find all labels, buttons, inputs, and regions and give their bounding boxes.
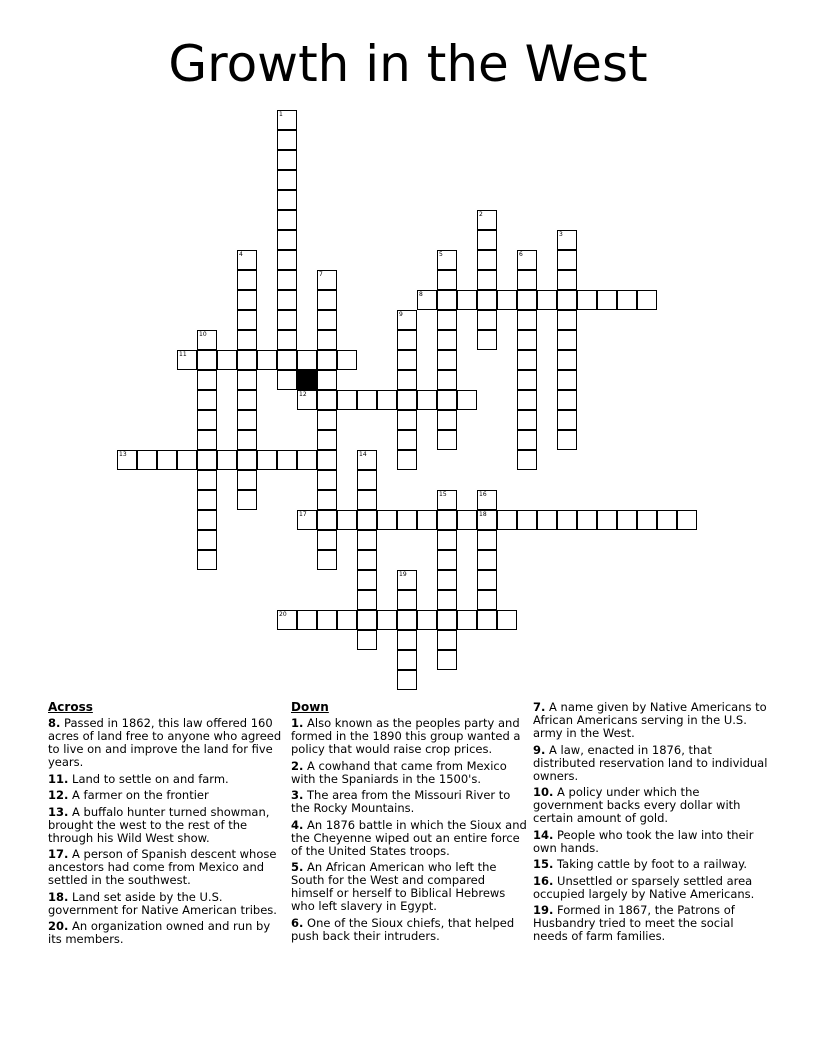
grid-cell[interactable] — [377, 610, 397, 630]
cell-number: 4 — [239, 251, 243, 258]
clue-item — [48, 848, 284, 887]
grid-cell[interactable] — [237, 390, 257, 410]
grid-cell[interactable] — [597, 510, 617, 530]
grid-cell[interactable] — [337, 610, 357, 630]
grid-cell[interactable] — [277, 210, 297, 230]
grid-cell[interactable] — [357, 570, 377, 590]
grid-cell[interactable] — [277, 350, 297, 370]
grid-cell[interactable] — [317, 490, 337, 510]
grid-cell[interactable] — [657, 510, 677, 530]
grid-cell[interactable] — [237, 410, 257, 430]
grid-cell[interactable] — [497, 610, 517, 630]
across-clue-list — [48, 717, 284, 946]
clue-number: 6. — [291, 915, 304, 930]
grid-cell[interactable] — [397, 570, 417, 590]
grid-cell[interactable] — [337, 350, 357, 370]
clue-number: 16. — [533, 873, 554, 888]
grid-cell[interactable] — [177, 450, 197, 470]
grid-cell[interactable] — [397, 450, 417, 470]
grid-cell[interactable] — [397, 610, 417, 630]
grid-cell[interactable] — [337, 390, 357, 410]
grid-cell[interactable] — [317, 290, 337, 310]
grid-cell[interactable] — [397, 410, 417, 430]
grid-cell[interactable] — [677, 510, 697, 530]
grid-cell[interactable] — [437, 350, 457, 370]
grid-cell[interactable] — [557, 430, 577, 450]
grid-cell[interactable] — [377, 390, 397, 410]
grid-cell[interactable] — [437, 550, 457, 570]
grid-cell[interactable] — [557, 310, 577, 330]
grid-cell[interactable] — [477, 590, 497, 610]
page-title: Growth in the West — [168, 35, 648, 93]
grid-cell[interactable] — [557, 370, 577, 390]
grid-cell[interactable] — [477, 230, 497, 250]
grid-cell[interactable] — [577, 290, 597, 310]
grid-cell[interactable] — [417, 510, 437, 530]
clues-down-column-continued — [533, 701, 769, 947]
clue-text: An organization owned and run by its members. — [48, 919, 271, 946]
clue-number: 1. — [291, 716, 304, 730]
grid-cell[interactable] — [437, 570, 457, 590]
grid-cell[interactable] — [497, 510, 517, 530]
cell-number: 1 — [279, 111, 283, 118]
grid-cell[interactable] — [317, 430, 337, 450]
grid-cell[interactable] — [397, 310, 417, 330]
grid-cell[interactable] — [477, 610, 497, 630]
grid-cell[interactable] — [357, 450, 377, 470]
grid-cell[interactable] — [557, 390, 577, 410]
grid-cell[interactable] — [397, 510, 417, 530]
grid-cell[interactable] — [277, 450, 297, 470]
clues-down-column — [291, 701, 527, 946]
clue-number: 2. — [291, 758, 304, 773]
grid-cell[interactable] — [477, 250, 497, 270]
grid-cell[interactable] — [277, 150, 297, 170]
cell-number: 5 — [439, 251, 443, 258]
grid-cell[interactable] — [517, 330, 537, 350]
grid-cell[interactable] — [277, 610, 297, 630]
grid-cell[interactable] — [397, 370, 417, 390]
clue-text: A law, enacted in 1876, that distributed reservation land to individual owners. — [533, 742, 768, 783]
clue-item — [48, 891, 284, 917]
clue-item — [533, 829, 769, 855]
grid-cell[interactable] — [317, 530, 337, 550]
clue-item — [291, 717, 527, 756]
clue-text: Also known as the peoples party and formed in the 1890 this group wanted a policy that would raise crop prices. — [291, 716, 521, 756]
cell-number: 2 — [479, 211, 483, 218]
grid-cell[interactable] — [197, 490, 217, 510]
grid-cell[interactable] — [357, 530, 377, 550]
clue-number: 4. — [291, 817, 304, 832]
grid-cell[interactable] — [317, 350, 337, 370]
cell-number: 7 — [319, 271, 323, 278]
grid-cell[interactable] — [197, 330, 217, 350]
grid-cell[interactable] — [437, 630, 457, 650]
clue-number: 8. — [48, 716, 61, 730]
grid-cell[interactable] — [317, 610, 337, 630]
clue-item — [533, 786, 769, 825]
grid-cell[interactable] — [437, 410, 457, 430]
grid-cell[interactable] — [437, 250, 457, 270]
clue-number: 11. — [48, 771, 69, 786]
grid-cell[interactable] — [437, 390, 457, 410]
clue-number: 5. — [291, 860, 304, 874]
grid-cell[interactable] — [337, 510, 357, 530]
clue-text: A policy under which the government backs every dollar with certain amount of gold. — [533, 785, 741, 825]
grid-cell[interactable] — [397, 350, 417, 370]
cell-number: 17 — [299, 511, 307, 518]
clue-text: Land to settle on and farm. — [68, 771, 229, 786]
grid-cell[interactable] — [217, 350, 237, 370]
grid-cell[interactable] — [257, 350, 277, 370]
clue-text: Passed in 1862, this law offered 160 acres of land free to anyone who agreed to live on and improve the land for five years. — [48, 716, 282, 769]
grid-cell[interactable] — [177, 350, 197, 370]
grid-cell[interactable] — [617, 290, 637, 310]
grid-cell[interactable] — [317, 270, 337, 290]
grid-cell[interactable] — [477, 530, 497, 550]
grid-cell[interactable] — [557, 290, 577, 310]
clue-item — [291, 789, 527, 815]
clue-item — [48, 789, 284, 802]
grid-cell[interactable] — [517, 270, 537, 290]
grid-cell[interactable] — [517, 410, 537, 430]
grid-cell[interactable] — [397, 390, 417, 410]
grid-cell[interactable] — [357, 390, 377, 410]
cell-number: 8 — [419, 291, 423, 298]
clue-item — [291, 760, 527, 786]
grid-cell[interactable] — [477, 210, 497, 230]
clue-item — [291, 861, 527, 913]
grid-cell[interactable] — [277, 230, 297, 250]
grid-cell[interactable] — [437, 290, 457, 310]
grid-cell[interactable] — [457, 390, 477, 410]
cell-number: 10 — [199, 331, 207, 338]
grid-cell[interactable] — [277, 290, 297, 310]
grid-cell[interactable] — [477, 270, 497, 290]
grid-cell[interactable] — [517, 250, 537, 270]
grid-cell[interactable] — [417, 390, 437, 410]
grid-cell[interactable] — [517, 370, 537, 390]
grid-cell[interactable] — [557, 230, 577, 250]
clue-text: A buffalo hunter turned showman, brought the west to the rest of the through his Wild West show. — [48, 804, 270, 845]
black-cell — [297, 370, 317, 390]
grid-cell[interactable] — [457, 610, 477, 630]
cell-number: 15 — [439, 491, 447, 498]
grid-cell[interactable] — [477, 550, 497, 570]
clue-text: An 1876 battle in which the Sioux and the Cheyenne wiped out an entire force of the United States troops. — [291, 817, 527, 858]
grid-cell[interactable] — [437, 370, 457, 390]
grid-cell[interactable] — [297, 610, 317, 630]
grid-cell[interactable] — [437, 430, 457, 450]
grid-cell[interactable] — [417, 290, 437, 310]
grid-cell[interactable] — [397, 630, 417, 650]
clue-item — [291, 917, 527, 943]
grid-cell[interactable] — [517, 350, 537, 370]
grid-cell[interactable] — [497, 290, 517, 310]
grid-cell[interactable] — [557, 330, 577, 350]
grid-cell[interactable] — [137, 450, 157, 470]
grid-cell[interactable] — [477, 330, 497, 350]
clue-number: 12. — [48, 788, 69, 802]
grid-cell[interactable] — [277, 250, 297, 270]
clue-number: 7. — [533, 700, 546, 714]
grid-cell[interactable] — [317, 410, 337, 430]
grid-cell[interactable] — [197, 530, 217, 550]
grid-cell[interactable] — [297, 510, 317, 530]
clue-number: 20. — [48, 919, 69, 933]
cell-number: 18 — [479, 511, 487, 518]
clue-number: 17. — [48, 847, 69, 861]
grid-cell[interactable] — [357, 610, 377, 630]
clue-text: A name given by Native Americans to African Americans serving in the U.S. army in the West. — [533, 700, 767, 740]
grid-cell[interactable] — [237, 450, 257, 470]
cell-number: 13 — [119, 451, 127, 458]
grid-cell[interactable] — [437, 530, 457, 550]
grid-cell[interactable] — [397, 430, 417, 450]
cell-number: 19 — [399, 571, 407, 578]
grid-cell[interactable] — [277, 370, 297, 390]
grid-cell[interactable] — [437, 490, 457, 510]
clue-item — [533, 744, 769, 783]
grid-cell[interactable] — [517, 510, 537, 530]
grid-cell[interactable] — [437, 310, 457, 330]
clue-number: 14. — [533, 827, 554, 842]
grid-cell[interactable] — [397, 590, 417, 610]
grid-cell[interactable] — [277, 130, 297, 150]
grid-cell[interactable] — [317, 550, 337, 570]
grid-cell[interactable] — [357, 470, 377, 490]
grid-cell[interactable] — [517, 390, 537, 410]
grid-cell[interactable] — [437, 590, 457, 610]
cell-number: 16 — [479, 491, 487, 498]
grid-cell[interactable] — [597, 290, 617, 310]
grid-cell[interactable] — [617, 510, 637, 530]
grid-cell[interactable] — [637, 510, 657, 530]
grid-cell[interactable] — [437, 650, 457, 670]
grid-cell[interactable] — [237, 350, 257, 370]
grid-cell[interactable] — [517, 290, 537, 310]
grid-cell[interactable] — [277, 110, 297, 130]
cell-number: 9 — [399, 311, 403, 318]
grid-cell[interactable] — [197, 430, 217, 450]
grid-cell[interactable] — [217, 450, 237, 470]
grid-cell[interactable] — [317, 450, 337, 470]
grid-cell[interactable] — [237, 470, 257, 490]
grid-cell[interactable] — [357, 490, 377, 510]
clue-number: 10. — [533, 785, 554, 799]
clue-text: Unsettled or sparsely settled area occupied largely by Native Americans. — [533, 873, 755, 901]
grid-cell[interactable] — [397, 330, 417, 350]
grid-cell[interactable] — [297, 390, 317, 410]
clue-text: A cowhand that came from Mexico with the Spaniards in the 1500's. — [291, 758, 507, 786]
clue-number: 9. — [533, 742, 546, 757]
cell-number: 14 — [359, 451, 367, 458]
clue-item — [48, 773, 284, 786]
grid-cell[interactable] — [557, 350, 577, 370]
grid-cell[interactable] — [357, 510, 377, 530]
grid-cell[interactable] — [557, 270, 577, 290]
cell-number: 12 — [299, 391, 307, 398]
grid-cell[interactable] — [197, 470, 217, 490]
grid-cell[interactable] — [357, 550, 377, 570]
clue-item — [48, 920, 284, 946]
clue-text: Taking cattle by foot to a railway. — [553, 857, 747, 871]
grid-cell[interactable] — [237, 290, 257, 310]
grid-cell[interactable] — [477, 290, 497, 310]
grid-cell[interactable] — [197, 350, 217, 370]
grid-cell[interactable] — [477, 310, 497, 330]
grid-cell[interactable] — [477, 510, 497, 530]
clue-text: An African American who left the South for the West and compared himself or herself to Biblical Hebrews who left slavery in Egypt. — [291, 860, 506, 913]
grid-cell[interactable] — [257, 450, 277, 470]
grid-cell[interactable] — [277, 270, 297, 290]
clue-item — [533, 875, 769, 901]
grid-cell[interactable] — [517, 430, 537, 450]
clue-item — [533, 858, 769, 871]
grid-cell[interactable] — [537, 290, 557, 310]
grid-cell[interactable] — [577, 510, 597, 530]
grid-cell[interactable] — [197, 410, 217, 430]
clue-number: 18. — [48, 889, 69, 904]
grid-cell[interactable] — [237, 370, 257, 390]
grid-cell[interactable] — [397, 650, 417, 670]
grid-cell[interactable] — [437, 270, 457, 290]
down-clue-list-continued — [533, 701, 769, 943]
grid-cell[interactable] — [357, 630, 377, 650]
grid-cell[interactable] — [397, 670, 417, 690]
grid-cell[interactable] — [237, 330, 257, 350]
clue-number: 3. — [291, 788, 304, 802]
grid-cell[interactable] — [197, 510, 217, 530]
grid-cell[interactable] — [437, 610, 457, 630]
grid-cell[interactable] — [477, 570, 497, 590]
grid-cell[interactable] — [317, 330, 337, 350]
grid-cell[interactable] — [197, 370, 217, 390]
clue-text: The area from the Missouri River to the Rocky Mountains. — [291, 788, 511, 815]
grid-cell[interactable] — [477, 490, 497, 510]
grid-cell[interactable] — [537, 510, 557, 530]
grid-cell[interactable] — [637, 290, 657, 310]
clue-number: 15. — [533, 857, 554, 871]
grid-cell[interactable] — [277, 310, 297, 330]
grid-cell[interactable] — [317, 470, 337, 490]
clue-number: 19. — [533, 903, 554, 917]
clue-number: 13. — [48, 804, 69, 819]
grid-cell[interactable] — [517, 310, 537, 330]
grid-cell[interactable] — [237, 270, 257, 290]
grid-cell[interactable] — [437, 510, 457, 530]
grid-cell[interactable] — [317, 310, 337, 330]
grid-cell[interactable] — [557, 250, 577, 270]
grid-cell[interactable] — [277, 170, 297, 190]
clue-text: People who took the law into their own hands. — [533, 827, 754, 855]
grid-cell[interactable] — [237, 310, 257, 330]
clue-text: One of the Sioux chiefs, that helped push back their intruders. — [291, 915, 515, 943]
grid-cell[interactable] — [377, 510, 397, 530]
grid-cell[interactable] — [277, 190, 297, 210]
grid-cell[interactable] — [557, 510, 577, 530]
clue-text: Land set aside by the U.S. government for Native American tribes. — [48, 889, 277, 917]
grid-cell[interactable] — [317, 370, 337, 390]
across-heading: Across — [48, 700, 93, 714]
grid-cell[interactable] — [197, 550, 217, 570]
clue-text: A person of Spanish descent whose ancestors had come from Mexico and settled in the southwest. — [48, 847, 277, 887]
grid-cell[interactable] — [277, 330, 297, 350]
grid-cell[interactable] — [297, 450, 317, 470]
down-clue-list — [291, 717, 527, 943]
grid-cell[interactable] — [437, 330, 457, 350]
grid-cell[interactable] — [297, 350, 317, 370]
cell-number: 11 — [179, 351, 187, 358]
grid-cell[interactable] — [457, 290, 477, 310]
clue-item — [48, 717, 284, 769]
grid-cell[interactable] — [517, 450, 537, 470]
grid-cell[interactable] — [317, 390, 337, 410]
clue-item — [533, 904, 769, 943]
grid-cell[interactable] — [237, 490, 257, 510]
clue-text: A farmer on the frontier — [68, 788, 209, 802]
cell-number: 6 — [519, 251, 523, 258]
cell-number: 20 — [279, 611, 287, 618]
clue-item — [533, 701, 769, 740]
clue-text: Formed in 1867, the Patrons of Husbandry tried to meet the social needs of farm families. — [533, 903, 735, 943]
grid-cell[interactable] — [117, 450, 137, 470]
down-heading: Down — [291, 700, 329, 714]
grid-cell[interactable] — [237, 250, 257, 270]
clues-across-column — [48, 701, 284, 950]
clue-item — [48, 806, 284, 845]
grid-cell[interactable] — [417, 610, 437, 630]
grid-cell[interactable] — [317, 510, 337, 530]
cell-number: 3 — [559, 231, 563, 238]
grid-cell[interactable] — [357, 590, 377, 610]
grid-cell[interactable] — [237, 430, 257, 450]
grid-cell[interactable] — [197, 390, 217, 410]
grid-cell[interactable] — [197, 450, 217, 470]
clue-item — [291, 819, 527, 858]
grid-cell[interactable] — [457, 510, 477, 530]
grid-cell[interactable] — [557, 410, 577, 430]
grid-cell[interactable] — [157, 450, 177, 470]
